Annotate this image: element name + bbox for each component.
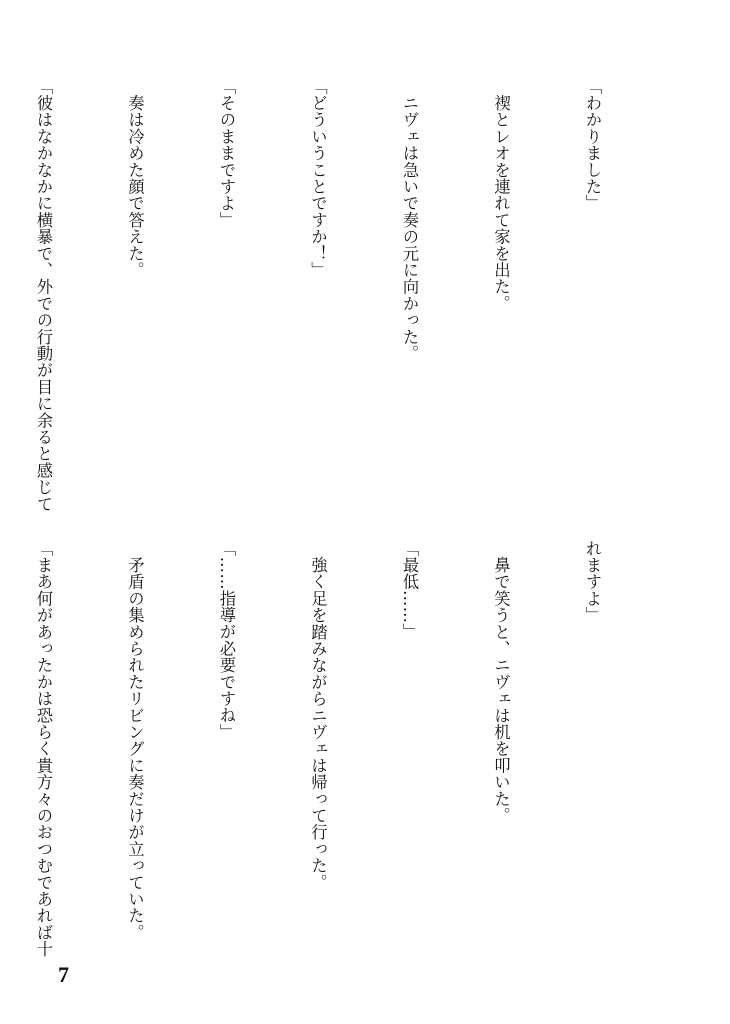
text-line: 奏は冷めた顔で答えた。 — [125, 78, 145, 279]
lower-text-block — [0, 540, 668, 970]
page-number: 7 — [58, 962, 69, 987]
text-line: 禊とレオを連れて家を出た。 — [491, 78, 511, 312]
text-line: 矛盾の集められたリビングに奏だけが立っていた。 — [125, 540, 145, 941]
text-line: 「わかりました」 — [583, 78, 602, 212]
text-line: 「どういうことですか！」 — [308, 78, 328, 279]
text-line: ニヴェは急いで奏の元に向かった。 — [400, 78, 419, 362]
upper-text-block — [0, 78, 668, 513]
text-line: れますよ」 — [583, 540, 602, 624]
text-line: 鼻で笑うと、ニヴェは机を叩いた。 — [491, 540, 511, 824]
text-line: 「そのままですよ」 — [217, 78, 236, 229]
text-line: 「彼はなかなかに横暴で、外での行動が目に余ると感じて — [34, 78, 53, 513]
text-line: 「まあ何があったかは恐らく貴方々のおつむであれば十 — [34, 540, 53, 958]
text-line: 「……指導が必要ですね」 — [217, 540, 236, 741]
text-line: 「最低……」 — [400, 540, 419, 641]
text-line: 強く足を踏みながらニヴェは帰って行った。 — [308, 540, 328, 891]
